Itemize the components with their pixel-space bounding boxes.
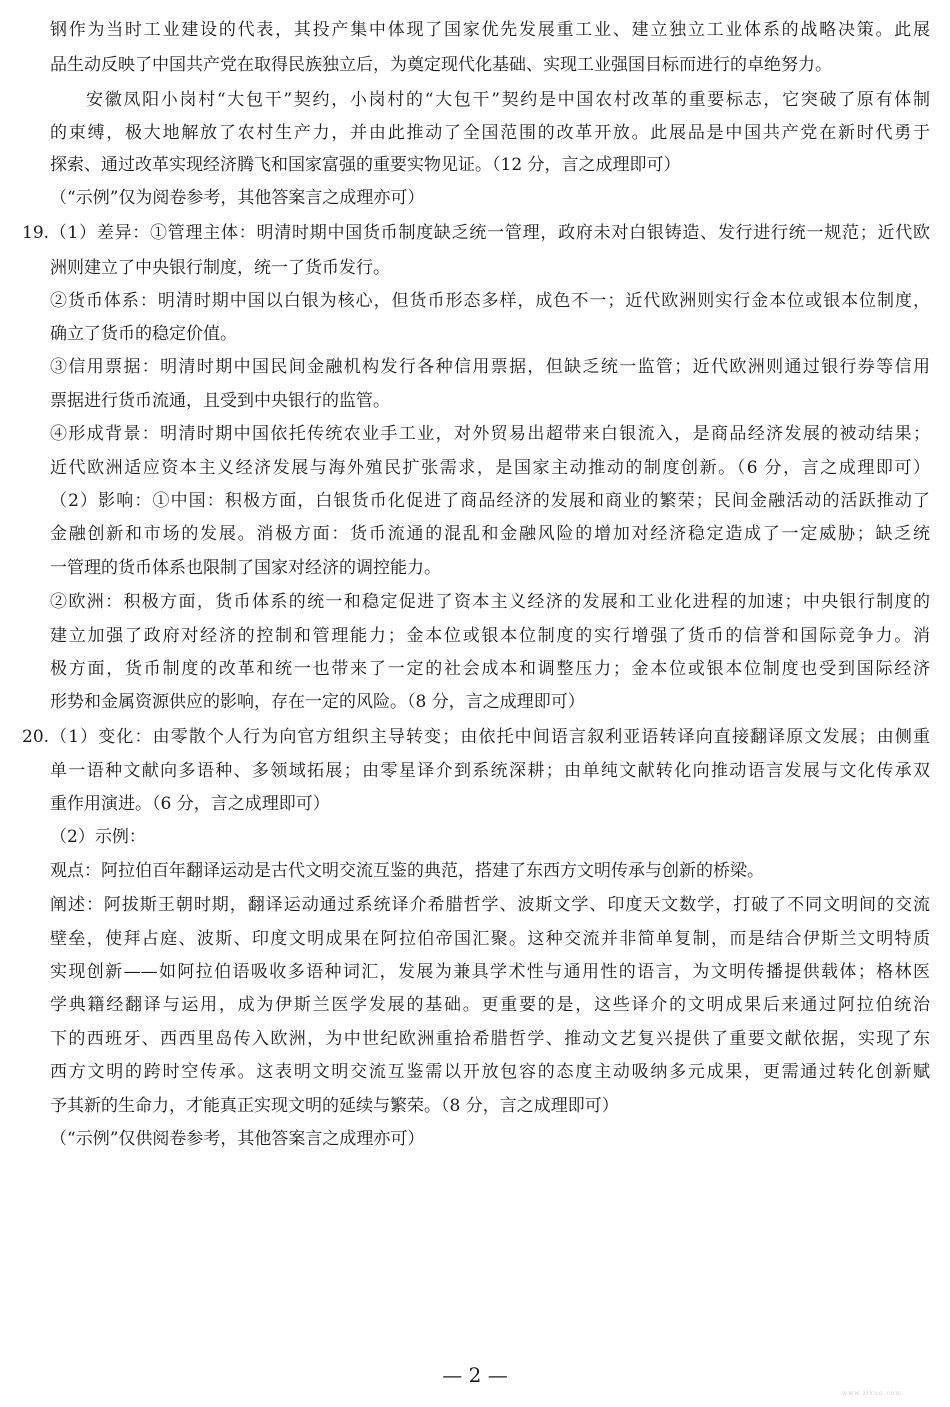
- text-line: 西方文明的跨时空传承。这表明文明交流互鉴需以开放包容的态度主动吸纳多元成果，更需通过转化创新赋: [50, 1062, 930, 1082]
- text-line: 安徽凤阳小岗村“大包干”契约，小岗村的“大包干”契约是中国农村改革的重要标志，它突破了原有体制: [86, 90, 930, 110]
- text-line: 洲则建立了中央银行制度，统一了货币发行。: [50, 258, 390, 278]
- text-line: 实现创新——如阿拉伯语吸收多语种词汇，发展为兼具学术性与通用性的语言，为文明传播提供载体；格林医: [50, 962, 930, 982]
- text-line: 金融创新和市场的发展。消极方面：货币流通的混乱和金融风险的增加对经济稳定造成了一定威胁；缺乏统: [50, 524, 930, 544]
- text-line: 学典籍经翻译与运用，成为伊斯兰医学发展的基础。更重要的是，这些译介的文明成果后来通过阿拉伯统治: [50, 995, 930, 1015]
- text-line: 重作用演进。（6 分，言之成理即可）: [50, 794, 330, 814]
- text-line: 建立加强了政府对经济的控制和管理能力；金本位或银本位制度的实行增强了货币的信誉和国际竞争力。消: [50, 626, 930, 646]
- text-line: 阐述：阿拔斯王朝时期，翻译运动通过系统译介希腊哲学、波斯文学、印度天文数学，打破了不同文明间的交流: [50, 895, 930, 915]
- text-line: 下的西班牙、西西里岛传入欧洲，为中世纪欧洲重拾希腊哲学、推动文艺复兴提供了重要文献依据，实现了东: [50, 1029, 930, 1049]
- question-19-heading: 19.（1）差异：①管理主体：明清时期中国货币制度缺乏统一管理，政府未对白银铸造、发行进行统一规范；近代欧: [22, 223, 930, 243]
- text-line: 予其新的生命力，才能真正实现文明的延续与繁荣。（8 分，言之成理即可）: [50, 1096, 619, 1116]
- text-line: （2）示例：: [50, 827, 146, 847]
- text-line: 的束缚，极大地解放了农村生产力，并由此推动了全国范围的改革开放。此展品是中国共产党在新时代勇于: [50, 123, 930, 143]
- question-20-heading: 20.（1）变化：由零散个人行为向官方组织主导转变；由依托中间语言叙利亚语转译向直接翻译原文发展；由侧重: [22, 727, 930, 747]
- text-line: 单一语种文献向多语种、多领域拓展；由零星译介到系统深耕；由单纯文献转化向推动语言发展与文化传承双: [50, 761, 930, 781]
- page-number: — 2 —: [442, 1363, 508, 1387]
- example-note: （“示例”仅为阅卷参考，其他答案言之成理亦可）: [50, 188, 425, 208]
- text-line: 近代欧洲适应资本主义经济发展与海外殖民扩张需求，是国家主动推动的制度创新。（6 分，言之成理即可）: [50, 458, 930, 478]
- text-line: 极方面，货币制度的改革和统一也带来了一定的社会成本和调整压力；金本位或银本位制度也受到国际经济: [50, 659, 930, 679]
- text-line: 一管理的货币体系也限制了国家对经济的调控能力。: [50, 558, 441, 578]
- text-line: 确立了货币的稳定价值。: [50, 324, 237, 344]
- text-line: （2）影响：①中国：积极方面，白银货币化促进了商品经济的发展和商业的繁荣；民间金融活动的活跃推动了: [50, 491, 930, 511]
- text-line: 形势和金属资源供应的影响，存在一定的风险。（8 分，言之成理即可）: [50, 692, 585, 712]
- text-line: ②欧洲：积极方面，货币体系的统一和稳定促进了资本主义经济的发展和工业化进程的加速；中央银行制度的: [50, 592, 930, 612]
- text-line: 钢作为当时工业建设的代表，其投产集中体现了国家优先发展重工业、建立独立工业体系的战略决策。此展: [50, 20, 930, 40]
- watermark: www.zixue.com: [841, 1390, 902, 1397]
- text-line: ②货币体系：明清时期中国以白银为核心，但货币形态多样，成色不一；近代欧洲则实行金本位或银本位制度，: [50, 291, 930, 311]
- text-line: 探索、通过改革实现经济腾飞和国家富强的重要实物见证。（12 分，言之成理即可）: [50, 155, 681, 175]
- example-note: （“示例”仅供阅卷参考，其他答案言之成理亦可）: [50, 1129, 425, 1149]
- text-line: ④形成背景：明清时期中国依托传统农业手工业，对外贸易出超带来白银流入，是商品经济发展的被动结果；: [50, 424, 930, 444]
- text-line: 观点：阿拉伯百年翻译运动是古代文明交流互鉴的典范，搭建了东西方文明传承与创新的桥梁。: [50, 861, 764, 881]
- text-line: 票据进行货币流通，且受到中央银行的监管。: [50, 391, 390, 411]
- text-line: ③信用票据：明清时期中国民间金融机构发行各种信用票据，但缺乏统一监管；近代欧洲则通过银行券等信用: [50, 357, 930, 377]
- text-line: 品生动反映了中国共产党在取得民族独立后，为奠定现代化基础、实现工业强国目标而进行的卓绝努力。: [50, 55, 832, 75]
- text-line: 壁垒，使拜占庭、波斯、印度文明成果在阿拉伯帝国汇聚。这种交流并非简单复制，而是结合伊斯兰文明特质: [50, 929, 930, 949]
